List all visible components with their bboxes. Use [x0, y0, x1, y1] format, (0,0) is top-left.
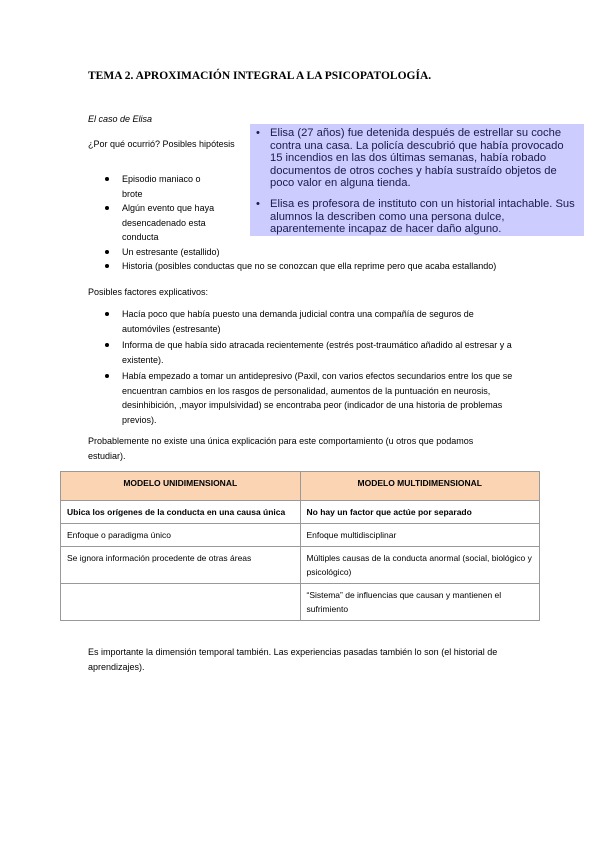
list-item: Un estresante (estallido)	[104, 245, 534, 260]
document-title: TEMA 2. APROXIMACIÓN INTEGRAL A LA PSICOPATOLOGÍA.	[88, 70, 432, 82]
final-note: Es importante la dimensión temporal también. Las experiencias pasadas también lo son (el historial de aprendizajes).	[88, 647, 498, 672]
case-summary-item: • Elisa es profesora de instituto con un historial intachable. Sus alumnos la describen como una persona dulce, aparentemente incapaz de hacer daño alguno.	[256, 198, 578, 236]
table-row	[61, 501, 540, 524]
table-cell: Enfoque o paradigma único	[61, 524, 301, 547]
list-item: Informa de que había sido atracada recientemente (estrés post-traumático añadido al estresar y a existente).	[104, 338, 524, 367]
column-header-unidimensional: MODELO UNIDIMENSIONAL	[61, 472, 301, 501]
case-title: El caso de Elisa	[88, 114, 153, 124]
table-cell: Múltiples causas de la conducta anormal (social, biológico y psicológico)	[300, 547, 540, 584]
list-item: Había empezado a tomar un antidepresivo (Paxil, con varios efectos secundarios entre los que se encuentran cambios en los rasgos de personalidad, aumentos de la puntuación en neurosis, desinhibición, ,mayor impulsividad) se encontraba peor (indicador de una historia de problemas previos).	[104, 369, 524, 427]
list-item: Historia (posibles conductas que no se conozcan que ella reprime pero que acaba estallando)	[104, 259, 534, 274]
table-cell: No hay un factor que actúe por separado	[300, 501, 540, 524]
table-cell: Ubica los orígenes de la conducta en una causa única	[61, 501, 301, 524]
table-cell: Enfoque multidisciplinar	[300, 524, 540, 547]
case-summary-item: • Elisa (27 años) fue detenida después de estrellar su coche contra una casa. La policía descubrió que había provocado 15 incendios en las dos últimas semanas, había robado documentos de otros coches y había sustraído objetos de poco valor en alguna tienda.	[256, 127, 578, 190]
factors-title: Posibles factores explicativos:	[88, 287, 209, 297]
table-row	[61, 547, 540, 584]
list-item: Hacía poco que había puesto una demanda judicial contra una compañía de seguros de automóviles (estresante)	[104, 307, 524, 336]
table-cell: “Sistema” de influencias que causan y mantienen el sufrimiento	[300, 584, 540, 621]
models-comparison-table	[60, 471, 540, 621]
factors-list	[104, 307, 524, 429]
hypotheses-question: ¿Por qué ocurrió? Posibles hipótesis	[88, 139, 235, 149]
table-header-row	[61, 472, 540, 501]
list-item: Algún evento que haya desencadenado esta conducta	[104, 201, 222, 245]
list-item: Episodio maniaco o brote	[104, 172, 222, 201]
table-cell	[61, 584, 301, 621]
table-cell: Se ignora información procedente de otras áreas	[61, 547, 301, 584]
table-row	[61, 584, 540, 621]
conclusion-paragraph: Probablemente no existe una única explicación para este comportamiento (u otros que podamos estudiar).	[88, 436, 474, 461]
column-header-multidimensional: MODELO MULTIDIMENSIONAL	[300, 472, 540, 501]
table-row	[61, 524, 540, 547]
case-summary-box	[250, 124, 584, 236]
